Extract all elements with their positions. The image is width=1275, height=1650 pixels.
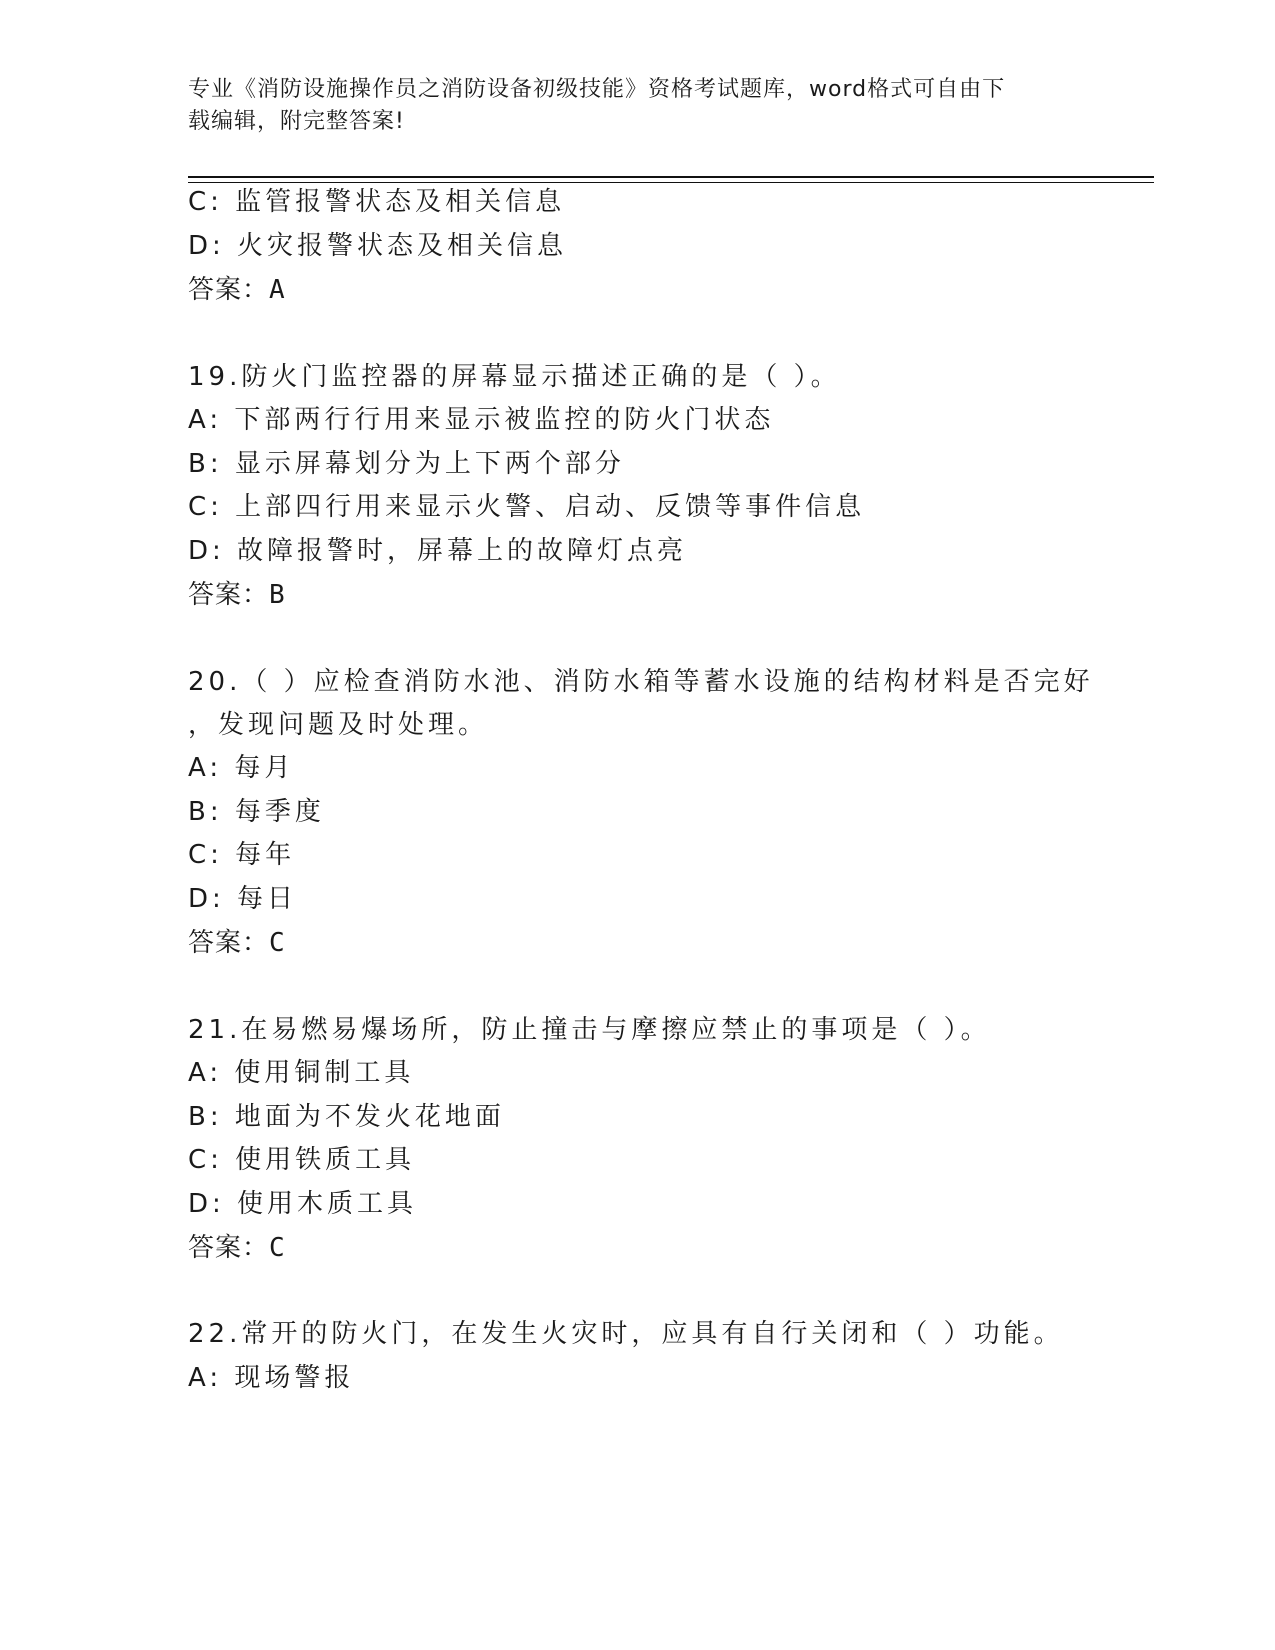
option-d: D: 每日 — [188, 884, 298, 914]
header-divider-thin — [188, 182, 1154, 183]
answer-label: 答案： — [188, 580, 270, 610]
option-c: C: 监管报警状态及相关信息 — [188, 187, 566, 217]
answer-value: C — [269, 1233, 285, 1263]
option-c: C: 每年 — [188, 840, 296, 870]
answer-line — [188, 1232, 285, 1264]
option-c: C: 使用铁质工具 — [188, 1145, 416, 1175]
option-b: B: 地面为不发火花地面 — [188, 1102, 505, 1132]
answer-value: C — [269, 928, 285, 958]
option-d: D: 使用木质工具 — [188, 1189, 418, 1219]
option-d: D: 火灾报警状态及相关信息 — [188, 231, 568, 261]
answer-label: 答案： — [188, 928, 270, 958]
answer-line — [188, 274, 285, 306]
option-c: C: 上部四行用来显示火警、启动、反馈等事件信息 — [188, 492, 866, 522]
option-a: A: 使用铜制工具 — [188, 1058, 415, 1088]
answer-value: A — [269, 275, 285, 305]
option-b: B: 每季度 — [188, 797, 325, 827]
option-a: A: 现场警报 — [188, 1363, 355, 1393]
option-d: D: 故障报警时，屏幕上的故障灯点亮 — [188, 536, 688, 566]
header-divider-thick — [188, 176, 1154, 178]
answer-label: 答案： — [188, 1233, 270, 1263]
question-stem: 20.（ ）应检查消防水池、消防水箱等蓄水设施的结构材料是否完好 — [188, 667, 1094, 697]
header-line-1: 专业《消防设施操作员之消防设备初级技能》资格考试题库，word格式可自由下 — [188, 77, 1006, 102]
header-line-2: 载编辑，附完整答案! — [188, 109, 405, 134]
answer-value: B — [269, 580, 285, 610]
option-a: A: 下部两行行用来显示被监控的防火门状态 — [188, 405, 775, 435]
question-stem: 19.防火门监控器的屏幕显示描述正确的是（ ）。 — [188, 362, 841, 392]
option-a: A: 每月 — [188, 753, 295, 783]
document-header — [188, 74, 1078, 138]
answer-line — [188, 579, 285, 611]
answer-label: 答案： — [188, 275, 270, 305]
question-stem-continued: ，发现问题及时处理。 — [188, 710, 489, 740]
question-stem: 22.常开的防火门，在发生火灾时，应具有自行关闭和（ ）功能。 — [188, 1319, 1064, 1349]
option-b: B: 显示屏幕划分为上下两个部分 — [188, 449, 625, 479]
answer-line — [188, 927, 285, 959]
question-stem: 21.在易燃易爆场所，防止撞击与摩擦应禁止的事项是（ ）。 — [188, 1015, 991, 1045]
